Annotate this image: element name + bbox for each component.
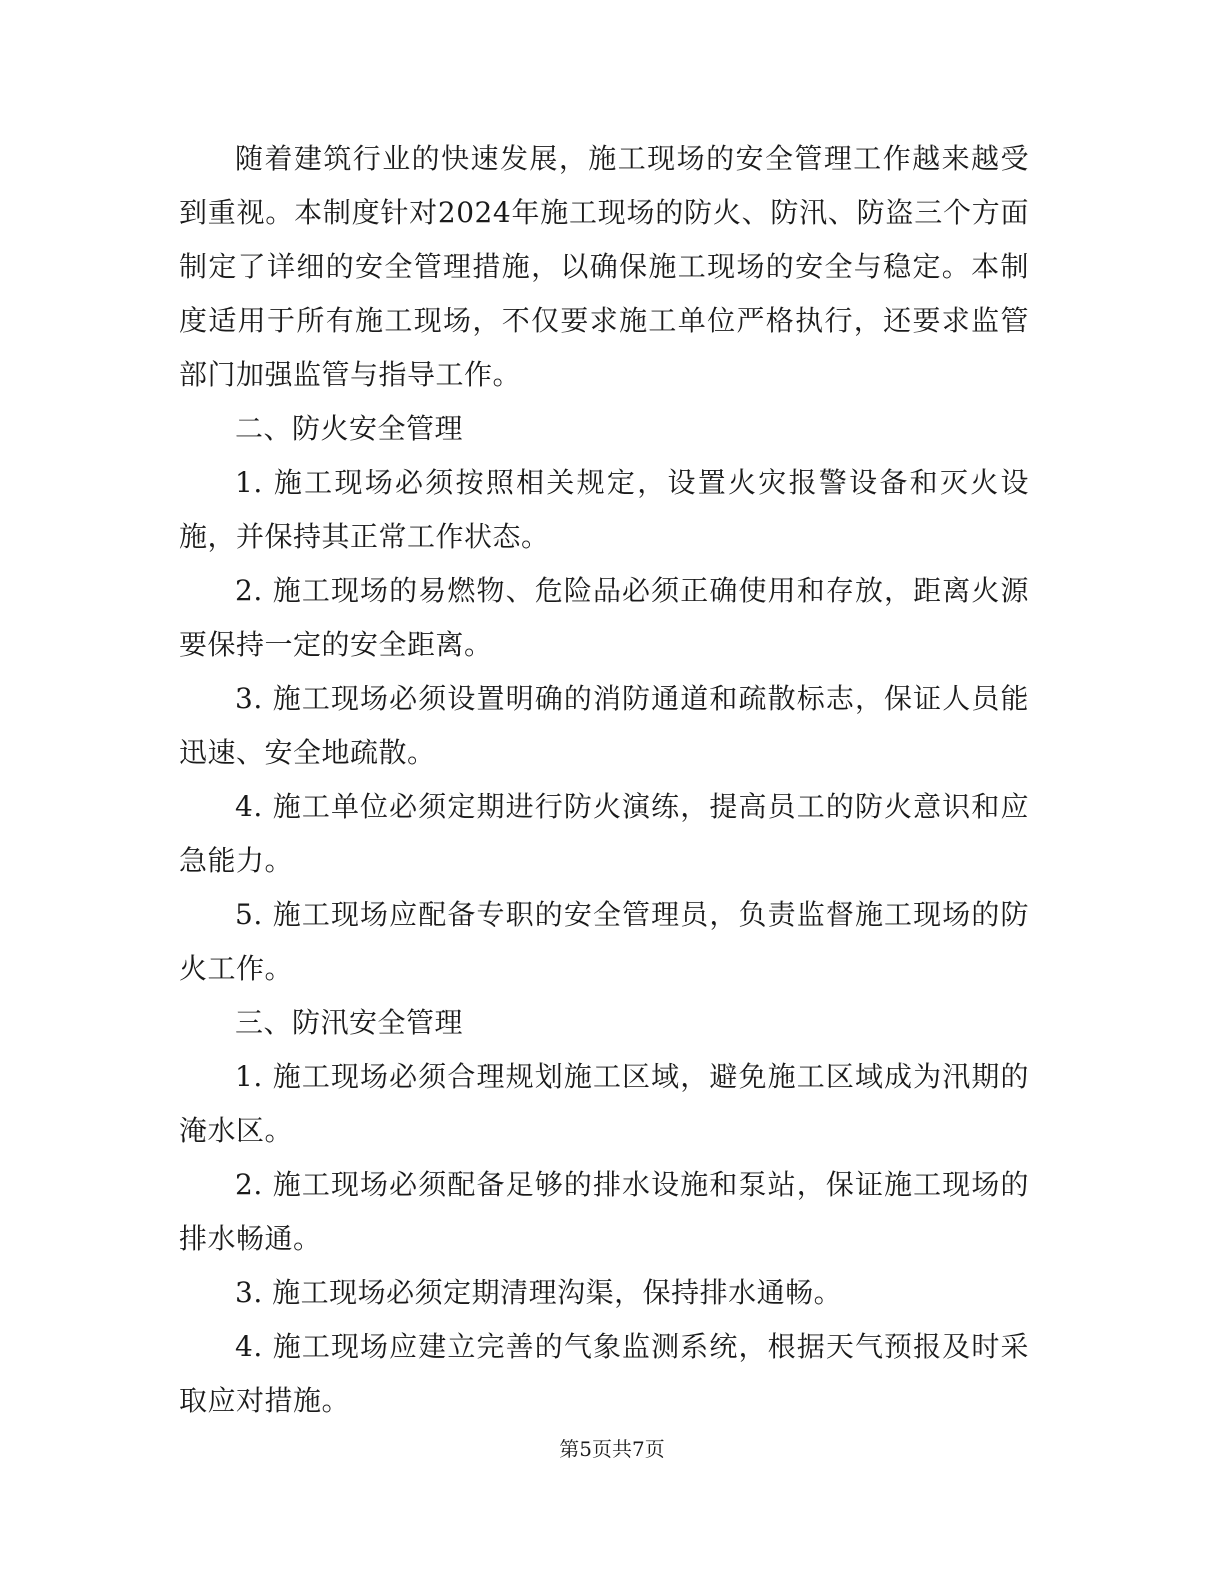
intro-paragraph: 随着建筑行业的快速发展，施工现场的安全管理工作越来越受到重视。本制度针对2024年施工现场的防火、防汛、防盗三个方面制定了详细的安全管理措施，以确保施工现场的安全与稳定。本制度适用于所有施工现场，不仅要求施工单位严格执行，还要求监管部门加强监管与指导工作。 bbox=[179, 142, 1029, 391]
flood-item-4: 4. 施工现场应建立完善的气象监测系统，根据天气预报及时采取应对措施。 bbox=[179, 1330, 1029, 1417]
fire-item-5: 5. 施工现场应配备专职的安全管理员，负责监督施工现场的防火工作。 bbox=[179, 898, 1029, 985]
flood-item-2: 2. 施工现场必须配备足够的排水设施和泵站，保证施工现场的排水畅通。 bbox=[179, 1168, 1029, 1255]
section-heading-fire: 二、防火安全管理 bbox=[235, 412, 464, 445]
fire-item-2: 2. 施工现场的易燃物、危险品必须正确使用和存放，距离火源要保持一定的安全距离。 bbox=[179, 574, 1029, 661]
fire-item-1: 1. 施工现场必须按照相关规定，设置火灾报警设备和灭火设施，并保持其正常工作状态。 bbox=[179, 466, 1029, 553]
flood-item-1: 1. 施工现场必须合理规划施工区域，避免施工区域成为汛期的淹水区。 bbox=[179, 1060, 1029, 1147]
flood-item-3: 3. 施工现场必须定期清理沟渠，保持排水通畅。 bbox=[235, 1276, 843, 1309]
document-body bbox=[179, 132, 1029, 1428]
page-number: 第5页共7页 bbox=[559, 1437, 665, 1461]
fire-item-4: 4. 施工单位必须定期进行防火演练，提高员工的防火意识和应急能力。 bbox=[179, 790, 1029, 877]
fire-item-3: 3. 施工现场必须设置明确的消防通道和疏散标志，保证人员能迅速、安全地疏散。 bbox=[179, 682, 1029, 769]
section-heading-flood: 三、防汛安全管理 bbox=[235, 1006, 464, 1039]
